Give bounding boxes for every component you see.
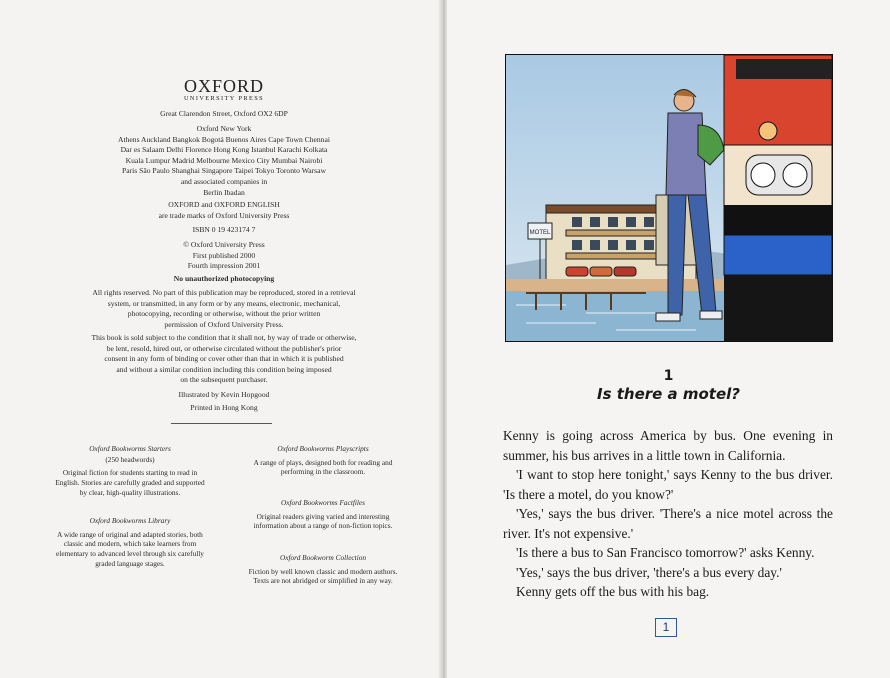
copyright-notice: © Oxford University Press First published 2000 Fourth impression 2001	[183, 240, 265, 271]
parked-cars	[566, 267, 636, 276]
left-page	[0, 0, 441, 678]
printed-in: Printed in Hong Kong	[190, 403, 258, 412]
series-title: Oxford Bookworm Collection	[279, 553, 367, 562]
motel-sign: MOTEL	[529, 230, 551, 236]
page-number: 1	[655, 618, 677, 637]
sale-condition-notice: This book is sold subject to the condition that it shall not, by way of trade or otherwise, be lent, resold, hired out, or otherwise circulated without the publisher's prior consent in any form of binding or cover other than that in which it is published and without a similar condition including this condition being imposed on the subsequent purchaser.	[91, 333, 357, 385]
publisher-logo: OXFORD	[183, 76, 264, 96]
series-starters	[50, 444, 210, 498]
divider	[171, 423, 272, 424]
chapter-illustration	[505, 54, 833, 342]
story-paragraph: Kenny gets off the bus with his bag.	[516, 584, 710, 599]
story-paragraph: 'Yes,' says the bus driver, 'there's a bus every day.'	[516, 564, 782, 580]
series-title: Oxford Bookworms Playscripts	[277, 444, 369, 453]
bus	[724, 55, 832, 341]
series-subtitle: (250 headwords)	[105, 454, 155, 464]
story-paragraph: 'Yes,' says the bus driver. 'There's a nice motel across the river. It's not expensive.'	[503, 506, 833, 541]
right-page	[447, 0, 890, 678]
series-title: Oxford Bookworms Starters	[89, 444, 171, 453]
series-description: Original fiction for students starting to read in English. Stories are carefully graded and supported by clear, high-quality illustrations.	[55, 468, 205, 497]
isbn: ISBN 0 19 423174 7	[192, 225, 256, 234]
series-description: A range of plays, designed both for reading and performing in the classroom.	[253, 457, 393, 477]
trademark-notice: OXFORD and OXFORD ENGLISH are trade marks of Oxford University Press	[158, 200, 290, 220]
series-description: A wide range of original and adapted stories, both classic and modern, which take learners from elementary to advanced level through six carefully graded language stages.	[56, 529, 204, 568]
series-description: Fiction by well known classic and modern authors. Texts are not abridged or simplified in any way.	[248, 566, 398, 586]
series-title: Oxford Bookworms Library	[89, 516, 171, 525]
story-paragraph: 'Is there a bus to San Francisco tomorrow?' asks Kenny.	[516, 545, 815, 560]
no-photocopy-notice: No unauthorized photocopying	[173, 274, 275, 283]
series-title: Oxford Bookworms Factfiles	[280, 498, 366, 507]
series-factfiles	[243, 498, 403, 531]
series-playscripts	[243, 444, 403, 477]
story-text	[503, 426, 833, 602]
illustration-bus-stop-scene	[506, 55, 832, 341]
rights-notice: All rights reserved. No part of this publication may be reproduced, stored in a retrieval system, or transmitted, in any form or by any means, electronic, mechanical, photocopying, recording or otherwise, without the prior written permission of Oxford University Press.	[92, 288, 356, 329]
series-library	[50, 516, 210, 569]
chapter-number: 1	[663, 368, 674, 384]
publisher-subtitle: UNIVERSITY PRESS	[183, 95, 265, 102]
publisher-address: Great Clarendon Street, Oxford OX2 6DP	[160, 109, 288, 118]
publisher-cities: Oxford New York Athens Auckland Bangkok Bogotá Buenos Aires Cape Town Chennai Dar es Salaam Delhi Florence Hong Kong Istanbul Karachi Kolkata Kuala Lumpur Madrid Melbourne Mexico City Mumbai Nairobi Paris São Paulo Shanghai Singapore Taipei Tokyo Toronto Warsaw and associated companies in Berlin Ibadan	[118, 124, 330, 197]
story-paragraph: Kenny is going across America by bus. One evening in summer, his bus arrives in a little town in California.	[503, 428, 833, 463]
series-collection	[243, 553, 403, 586]
series-description: Original readers giving varied and interesting information about a range of non-fiction topics.	[253, 511, 393, 531]
illustrator-credit: Illustrated by Kevin Hopgood	[178, 390, 270, 399]
chapter-title: Is there a motel?	[596, 385, 740, 403]
story-paragraph: 'I want to stop here tonight,' says Kenny to the bus driver. 'Is there a motel, do you know?'	[503, 467, 833, 502]
